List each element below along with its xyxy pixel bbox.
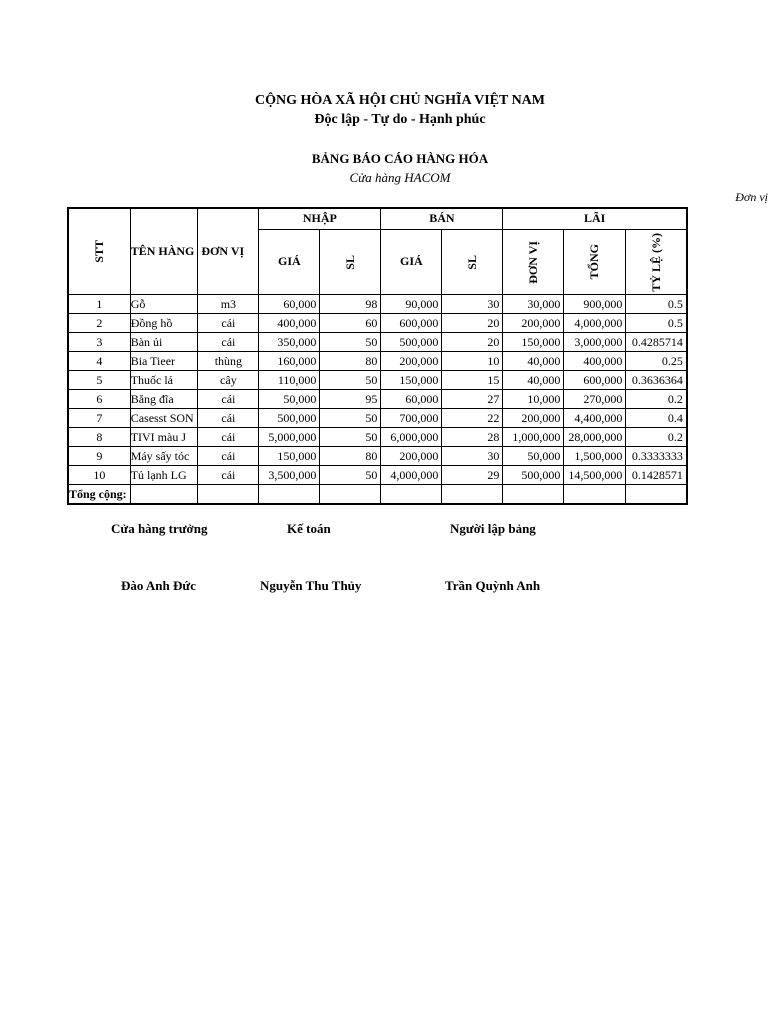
- row-import-price: 3,500,000: [259, 466, 320, 485]
- total-cell: [259, 485, 320, 505]
- table-row: [68, 428, 687, 447]
- row-import-qty: 80: [320, 447, 381, 466]
- row-unit: cái: [198, 333, 259, 352]
- row-item-name: Thuốc lá: [130, 371, 198, 390]
- row-unit: cái: [198, 409, 259, 428]
- row-item-name: Đồng hồ: [130, 314, 198, 333]
- row-profit-per-unit: 200,000: [503, 314, 564, 333]
- row-sale-qty: 27: [442, 390, 503, 409]
- row-profit-total: 28,000,000: [564, 428, 626, 447]
- row-stt: 7: [68, 409, 130, 428]
- row-sale-price: 90,000: [381, 295, 442, 314]
- row-profit-total: 270,000: [564, 390, 626, 409]
- total-cell: [442, 485, 503, 505]
- row-profit-per-unit: 200,000: [503, 409, 564, 428]
- row-profit-total: 4,400,000: [564, 409, 626, 428]
- table-row: [68, 371, 687, 390]
- row-item-name: Gỗ: [130, 295, 198, 314]
- row-item-name: Bia Tieer: [130, 352, 198, 371]
- row-sale-price: 60,000: [381, 390, 442, 409]
- goods-report-table: [67, 207, 688, 505]
- row-profit-total: 14,500,000: [564, 466, 626, 485]
- table-row: [68, 390, 687, 409]
- row-item-name: Casesst SON: [130, 409, 198, 428]
- total-cell: [198, 485, 259, 505]
- store-manager-name: Đào Anh Đức: [121, 578, 196, 593]
- header-import-price: GIÁ: [259, 229, 320, 294]
- store-manager-title: Cửa hàng trưởng: [111, 521, 208, 536]
- total-cell: [503, 485, 564, 505]
- row-import-price: 110,000: [259, 371, 320, 390]
- row-sale-price: 700,000: [381, 409, 442, 428]
- row-import-qty: 80: [320, 352, 381, 371]
- row-stt: 6: [68, 390, 130, 409]
- row-profit-per-unit: 40,000: [503, 371, 564, 390]
- header-import-qty: SL: [320, 229, 381, 294]
- row-sale-qty: 20: [442, 314, 503, 333]
- total-label: Tổng cộng:: [68, 485, 130, 505]
- header-unit: ĐƠN VỊ: [198, 208, 259, 295]
- row-profit-total: 1,500,000: [564, 447, 626, 466]
- row-sale-qty: 30: [442, 295, 503, 314]
- row-stt: 5: [68, 371, 130, 390]
- header-profit-group: LÃI: [503, 208, 687, 229]
- row-profit-ratio: 0.5: [626, 314, 687, 333]
- row-stt: 8: [68, 428, 130, 447]
- row-profit-per-unit: 10,000: [503, 390, 564, 409]
- total-cell: [626, 485, 687, 505]
- row-import-price: 160,000: [259, 352, 320, 371]
- header-stt: STT: [68, 208, 130, 295]
- row-profit-total: 900,000: [564, 295, 626, 314]
- row-item-name: Băng đĩa: [130, 390, 198, 409]
- row-profit-total: 400,000: [564, 352, 626, 371]
- header-profit-ratio: TỶ LỆ (%): [626, 229, 687, 294]
- header-sale-group: BÁN: [381, 208, 503, 229]
- row-import-price: 350,000: [259, 333, 320, 352]
- row-import-price: 5,000,000: [259, 428, 320, 447]
- unit-note: Đơn vị: [735, 190, 768, 204]
- row-profit-ratio: 0.2: [626, 428, 687, 447]
- row-import-price: 500,000: [259, 409, 320, 428]
- table-row: [68, 314, 687, 333]
- row-unit: cái: [198, 447, 259, 466]
- row-profit-per-unit: 30,000: [503, 295, 564, 314]
- row-profit-ratio: 0.3636364: [626, 371, 687, 390]
- row-sale-qty: 28: [442, 428, 503, 447]
- row-profit-ratio: 0.3333333: [626, 447, 687, 466]
- nation-heading: CỘNG HÒA XÃ HỘI CHỦ NGHĨA VIỆT NAM: [254, 93, 545, 108]
- row-import-qty: 50: [320, 428, 381, 447]
- header-sale-price: GIÁ: [381, 229, 442, 294]
- total-cell: [564, 485, 626, 505]
- row-sale-qty: 10: [442, 352, 503, 371]
- row-unit: cái: [198, 390, 259, 409]
- row-profit-ratio: 0.1428571: [626, 466, 687, 485]
- table-row: [68, 333, 687, 352]
- row-import-qty: 50: [320, 371, 381, 390]
- row-import-qty: 98: [320, 295, 381, 314]
- row-import-qty: 95: [320, 390, 381, 409]
- row-sale-price: 200,000: [381, 447, 442, 466]
- row-import-qty: 50: [320, 409, 381, 428]
- row-stt: 4: [68, 352, 130, 371]
- row-sale-price: 150,000: [381, 371, 442, 390]
- row-sale-qty: 30: [442, 447, 503, 466]
- row-profit-per-unit: 50,000: [503, 447, 564, 466]
- row-profit-total: 600,000: [564, 371, 626, 390]
- accountant-name: Nguyễn Thu Thủy: [260, 578, 362, 593]
- row-sale-price: 600,000: [381, 314, 442, 333]
- row-sale-qty: 20: [442, 333, 503, 352]
- report-title: BẢNG BÁO CÁO HÀNG HÓA: [311, 151, 489, 166]
- header-sale-qty: SL: [442, 229, 503, 294]
- row-profit-per-unit: 40,000: [503, 352, 564, 371]
- row-item-name: Máy sấy tóc: [130, 447, 198, 466]
- row-sale-qty: 22: [442, 409, 503, 428]
- row-sale-price: 4,000,000: [381, 466, 442, 485]
- row-profit-per-unit: 150,000: [503, 333, 564, 352]
- row-profit-ratio: 0.4: [626, 409, 687, 428]
- header-profit-per-unit: ĐƠN VỊ: [503, 229, 564, 294]
- motto-heading: Độc lập - Tự do - Hạnh phúc: [314, 112, 486, 127]
- store-name: Cửa hàng HACOM: [349, 170, 451, 185]
- preparer-name: Trần Quỳnh Anh: [445, 578, 541, 593]
- row-sale-price: 6,000,000: [381, 428, 442, 447]
- row-profit-per-unit: 500,000: [503, 466, 564, 485]
- row-import-price: 400,000: [259, 314, 320, 333]
- row-stt: 9: [68, 447, 130, 466]
- row-import-price: 50,000: [259, 390, 320, 409]
- row-item-name: TIVI màu J: [130, 428, 198, 447]
- row-unit: cái: [198, 314, 259, 333]
- row-import-qty: 60: [320, 314, 381, 333]
- row-profit-total: 3,000,000: [564, 333, 626, 352]
- row-profit-ratio: 0.2: [626, 390, 687, 409]
- row-sale-price: 200,000: [381, 352, 442, 371]
- header-profit-total: TỔNG: [564, 229, 626, 294]
- accountant-title: Kế toán: [287, 521, 331, 536]
- row-import-qty: 50: [320, 333, 381, 352]
- total-cell: [130, 485, 198, 505]
- table-row: [68, 352, 687, 371]
- table-row: [68, 295, 687, 314]
- row-stt: 2: [68, 314, 130, 333]
- row-sale-qty: 15: [442, 371, 503, 390]
- row-stt: 3: [68, 333, 130, 352]
- header-item-name: TÊN HÀNG: [130, 208, 198, 295]
- row-unit: m3: [198, 295, 259, 314]
- row-profit-ratio: 0.25: [626, 352, 687, 371]
- row-import-price: 150,000: [259, 447, 320, 466]
- row-import-qty: 50: [320, 466, 381, 485]
- total-cell: [320, 485, 381, 505]
- row-sale-price: 500,000: [381, 333, 442, 352]
- row-unit: thùng: [198, 352, 259, 371]
- row-item-name: Tủ lạnh LG: [130, 466, 198, 485]
- row-profit-ratio: 0.5: [626, 295, 687, 314]
- row-unit: cái: [198, 428, 259, 447]
- row-profit-ratio: 0.4285714: [626, 333, 687, 352]
- row-profit-total: 4,000,000: [564, 314, 626, 333]
- preparer-title: Người lập bảng: [450, 521, 536, 536]
- row-stt: 1: [68, 295, 130, 314]
- row-sale-qty: 29: [442, 466, 503, 485]
- total-cell: [381, 485, 442, 505]
- row-stt: 10: [68, 466, 130, 485]
- table-row: [68, 466, 687, 485]
- table-row: [68, 409, 687, 428]
- row-profit-per-unit: 1,000,000: [503, 428, 564, 447]
- table-row: [68, 447, 687, 466]
- header-import-group: NHẬP: [259, 208, 381, 229]
- row-import-price: 60,000: [259, 295, 320, 314]
- row-unit: cái: [198, 466, 259, 485]
- row-item-name: Bàn ủi: [130, 333, 198, 352]
- row-unit: cây: [198, 371, 259, 390]
